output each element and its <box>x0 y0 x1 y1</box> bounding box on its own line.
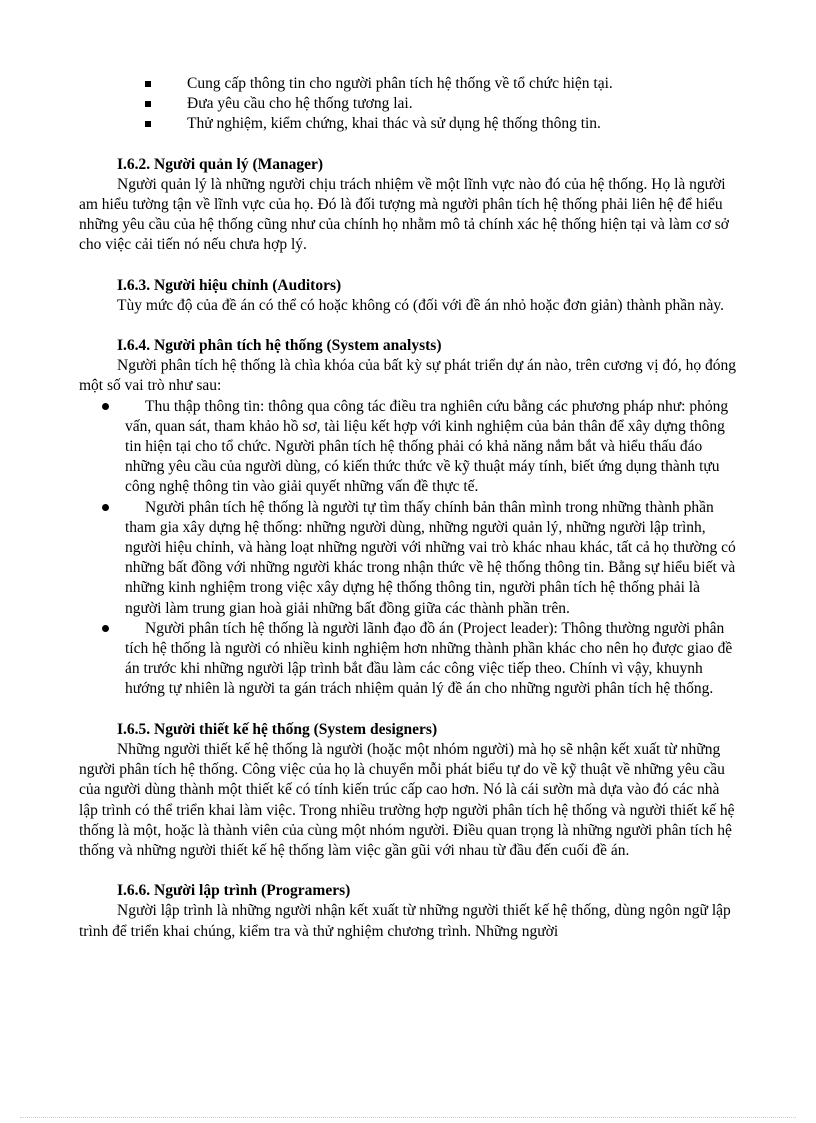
section-heading-system-designers: I.6.5. Người thiết kế hệ thống (System designers) <box>117 720 438 738</box>
list-item-text: Người phân tích hệ thống là người lãnh đạo đồ án (Project leader): Thông thường người phân tích hệ thống là người có nhiều kinh nghiệm hơn những thành phần khác cho nên họ được giao đề án trước khi những người lập trình bắt đầu làm các công việc tiếp theo. Chính vì vậy, khuynh hướng tự nhiên là người ta gán trách nhiệm quản lý đề án cho những người phân tích hệ thống. <box>125 619 733 698</box>
list-item-text: Người phân tích hệ thống là người tự tìm thấy chính bản thân mình trong những thành phần tham gia xây dựng hệ thống: những người dùng, những người quản lý, những người lập trình, người hiệu chỉnh, và hàng loạt những người với những vai trò khác nhau khác, tất cả họ thường có những bất đồng với những người khác trong nhận thức về hệ thống thông tin. Bằng sự hiểu biết và những kinh nghiệm trong việc xây dựng hệ thống thông tin, người phân tích hệ thống phải là người làm trung gian hoà giải những bất đồng giữa các thành phần trên. <box>125 498 736 617</box>
section-heading-auditors: I.6.3. Người hiệu chỉnh (Auditors) <box>117 276 342 294</box>
page-content <box>79 74 739 962</box>
list-item <box>79 114 739 134</box>
section-heading-programers: I.6.6. Người lập trình (Programers) <box>117 882 351 900</box>
round-bullet-icon <box>102 625 109 632</box>
list-item <box>79 94 739 114</box>
analyst-role-list <box>79 397 739 700</box>
role-bullet-list <box>79 74 739 135</box>
list-item-text: Thu thập thông tin: thông qua công tác điều tra nghiên cứu bằng các phương pháp như: phỏng vấn, quan sát, tham khảo hồ sơ, tài liệu kết hợp với kinh nghiệm của bản thân để xây dựng thông tin hiện tại cho tổ chức. Người phân tích hệ thống phải có khả năng nắm bắt và hiểu thấu đáo những yêu cầu của người dùng, có kiến thức thức về kỹ thuật máy tính, biết ứng dụng thành tựu công nghệ thông tin vào giải quyết những vấn đề thực tế. <box>125 397 729 496</box>
section-paragraph-programers: Người lập trình là những người nhận kết xuất từ những người thiết kế hệ thống, dùng ngôn ngữ lập trình để triển khai chúng, kiểm tra và thử nghiệm chương trình. Những người <box>79 902 731 940</box>
section-paragraph-system-analysts: Người phân tích hệ thống là chìa khóa của bất kỳ sự phát triển dự án nào, trên cương vị đó, họ đóng một số vai trò như sau: <box>79 357 737 395</box>
section-paragraph-auditors: Tùy mức độ của đề án có thể có hoặc không có (đối với đề án nhỏ hoặc đơn giản) thành phần này. <box>117 296 725 314</box>
list-item <box>79 619 739 700</box>
square-bullet-icon <box>145 81 151 87</box>
section-heading-manager: I.6.2. Người quản lý (Manager) <box>117 155 324 173</box>
round-bullet-icon <box>102 504 109 511</box>
page-bottom-divider <box>20 1117 796 1118</box>
section-paragraph-manager: Người quản lý là những người chịu trách nhiệm về một lĩnh vực nào đó của hệ thống. Họ là người am hiểu tường tận về lĩnh vực của họ. Đó là đối tượng mà người phân tích hệ thống phải liên hệ để hiểu những yêu cầu của hệ thống cũng như của chính họ nhằm mô tả chính xác hệ thống hiện tại và làm cơ sở cho việc cải tiến nó nếu chưa hợp lý. <box>79 175 730 254</box>
round-bullet-icon <box>102 403 109 410</box>
section-paragraph-system-designers: Những người thiết kế hệ thống là người (hoặc một nhóm người) mà họ sẽ nhận kết xuất từ những người phân tích hệ thống. Công việc của họ là chuyển mỗi phát biểu tự do về kỹ thuật về những yêu cầu của người dùng thành một thiết kế có tính kiến trúc cấp cao hơn. Nó là cái sườn mà dựa vào đó các nhà lập trình có thể triển khai làm việc. Trong nhiều trường hợp người phân tích hệ thống và người thiết kế hệ thống là một, hoặc là thành viên của cùng một nhóm người. Điều quan trọng là những người phân tích hệ thống và những người thiết kế hệ thống làm việc gần gũi với nhau từ đầu đến cuối đề án. <box>79 740 735 859</box>
list-item <box>79 397 739 498</box>
list-item <box>79 74 739 94</box>
list-item-text: Thử nghiệm, kiểm chứng, khai thác và sử dụng hệ thống thông tin. <box>187 115 601 133</box>
list-item-text: Đưa yêu cầu cho hệ thống tương lai. <box>187 95 413 113</box>
square-bullet-icon <box>145 121 151 127</box>
list-item <box>79 498 739 619</box>
section-heading-system-analysts: I.6.4. Người phân tích hệ thống (System analysts) <box>117 337 442 355</box>
square-bullet-icon <box>145 101 151 107</box>
list-item-text: Cung cấp thông tin cho người phân tích hệ thống về tổ chức hiện tại. <box>187 75 613 92</box>
